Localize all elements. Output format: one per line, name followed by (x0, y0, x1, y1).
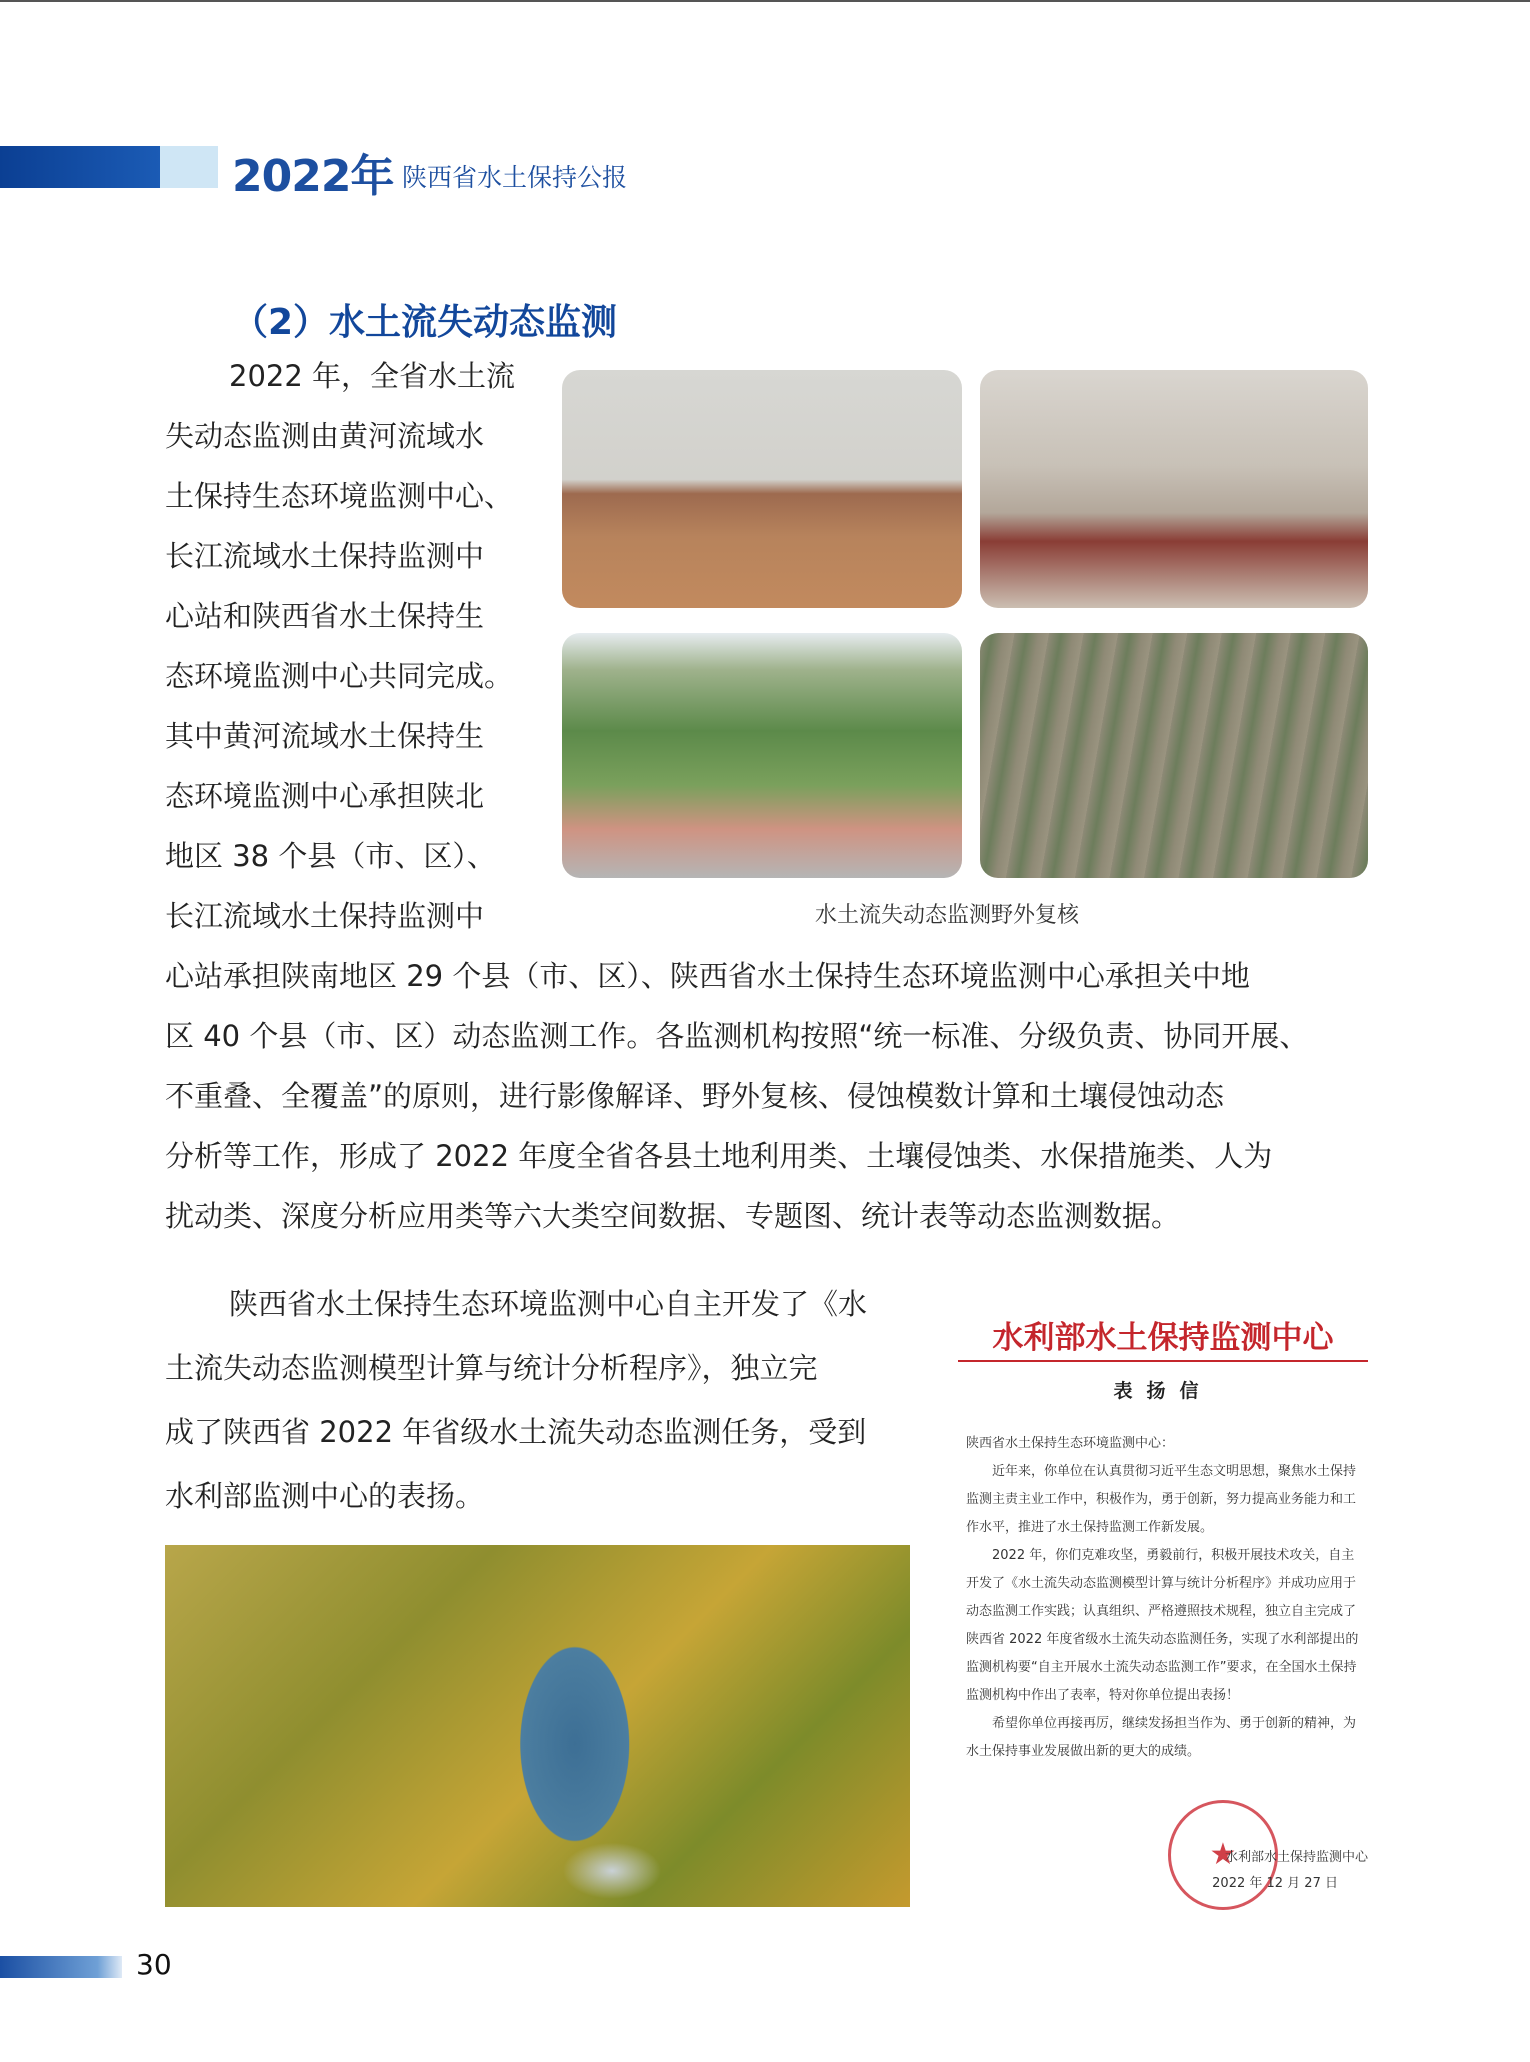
text-line: 分析等工作，形成了 2022 年度全省各县土地利用类、土壤侵蚀类、水保措施类、人为 (165, 1139, 1273, 1173)
letter-signature: 水利部水土保持监测中心 (1224, 1850, 1368, 1865)
text-line: 失动态监测由黄河流域水 (165, 419, 485, 453)
text-line: 长江流域水土保持监测中 (165, 539, 485, 573)
paragraph-1-side (165, 346, 545, 946)
letter-divider (958, 1360, 1368, 1362)
photo-field-survey-hills (562, 370, 962, 608)
footer-bar (0, 1956, 122, 1978)
seal-star-icon: ★ (1209, 1837, 1237, 1872)
text-line: 心站承担陕南地区 29 个县（市、区）、陕西省水土保持生态环境监测中心承担关中地 (165, 959, 1250, 993)
paragraph-2 (165, 1272, 915, 1528)
text-line: 地区 38 个县（市、区）、 (165, 839, 496, 873)
text-line: 扰动类、深度分析应用类等六大类空间数据、专题图、统计表等动态监测数据。 (165, 1199, 1181, 1233)
paragraph-1-full (165, 946, 1365, 1246)
text-line: 土流失动态监测模型计算与统计分析程序》，独立完 (165, 1351, 818, 1385)
section-title: （2）水土流失动态监测 (232, 302, 618, 343)
photo-meeting-room (980, 370, 1368, 608)
top-border (0, 0, 1530, 2)
photo-caption: 水土流失动态监测野外复核 (815, 903, 1080, 928)
text-line: 不重叠、全覆盖”的原则，进行影像解译、野外复核、侵蚀模数计算和土壤侵蚀动态 (165, 1079, 1225, 1113)
photo-aerial-terraces (980, 633, 1368, 878)
letter-paragraph: 2022 年，你们克难攻坚，勇毅前行，积极开展技术攻关，自主开发了《水土流失动态监测模型计算与统计分析程序》并成功应用于动态监测工作实践；认真组织、严格遵照技术规程，独立自主完成了陕西省 2022 年度省级水土流失动态监测任务，实现了水利部提出的监测机构要“自主开展水土流失动态监测工作”要求，在全国水土保持监测机构中作出了表率，特对你单位提出表扬！ (966, 1548, 1359, 1703)
header-bar-dark (0, 146, 160, 188)
text-line: 陕西省水土保持生态环境监测中心自主开发了《水 (229, 1287, 868, 1321)
header-year: 2022年 (232, 151, 394, 202)
text-line: 区 40 个县（市、区）动态监测工作。各监测机构按照“统一标准、分级负责、协同开展、 (165, 1019, 1309, 1053)
photo-roadside-survey (562, 633, 962, 878)
text-line: 土保持生态环境监测中心、 (165, 479, 514, 513)
letter-salutation: 陕西省水土保持生态环境监测中心： (966, 1436, 1175, 1451)
text-line: 2022 年，全省水土流 (229, 359, 516, 393)
commendation-letter (958, 1290, 1368, 1910)
text-line: 成了陕西省 2022 年省级水土流失动态监测任务，受到 (165, 1415, 867, 1449)
text-line: 长江流域水土保持监测中 (165, 899, 485, 933)
text-line: 心站和陕西省水土保持生 (165, 599, 485, 633)
letter-org: 水利部水土保持监测中心 (992, 1320, 1334, 1356)
text-line: 态环境监测中心共同完成。 (165, 659, 514, 693)
letter-date: 2022 年 12 月 27 日 (1212, 1876, 1338, 1891)
letter-paragraph: 近年来，你单位在认真贯彻习近平生态文明思想，聚焦水土保持监测主责主业工作中，积极作为，勇于创新，努力提高业务能力和工作水平，推进了水土保持监测工作新发展。 (966, 1464, 1357, 1535)
text-line: 态环境监测中心承担陕北 (165, 779, 485, 813)
letter-body (966, 1430, 1361, 1766)
letter-paragraph: 希望你单位再接再厉，继续发扬担当作为、勇于创新的精神，为水土保持事业发展做出新的更大的成绩。 (966, 1716, 1357, 1759)
letter-title: 表扬信 (1113, 1380, 1213, 1402)
header-bar-light (160, 146, 218, 188)
photo-reservoir-autumn (165, 1545, 910, 1907)
text-line: 水利部监测中心的表扬。 (165, 1479, 485, 1513)
page-number: 30 (136, 1948, 172, 1981)
text-line: 其中黄河流域水土保持生 (165, 719, 485, 753)
header-title: 陕西省水土保持公报 (402, 163, 628, 192)
